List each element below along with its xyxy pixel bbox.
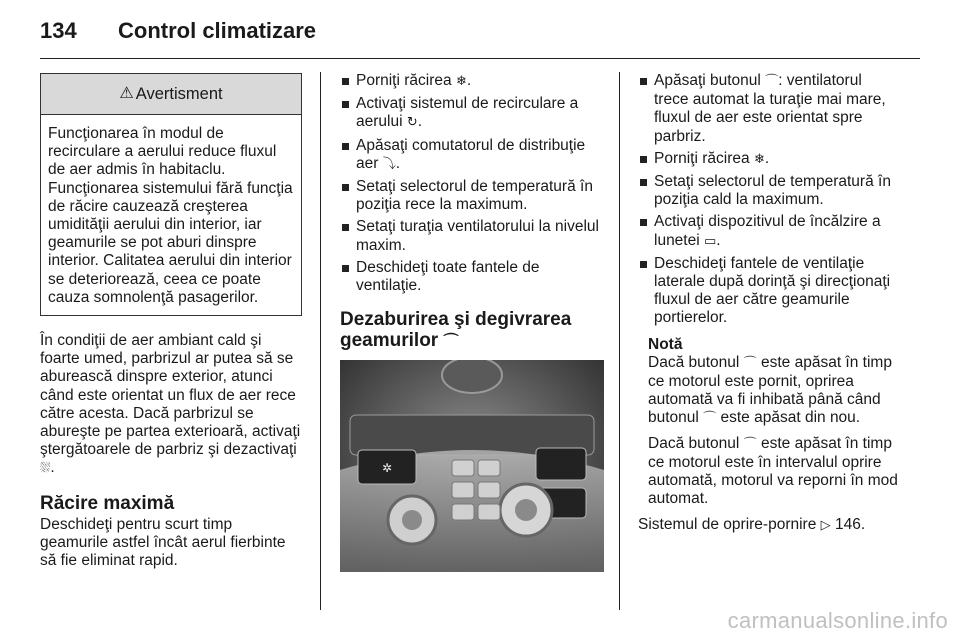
windscreen-defrost-icon: ⌒ xyxy=(743,436,757,452)
svg-text:✲: ✲ xyxy=(382,461,393,476)
section-heading-max-cooling: Răcire maximă xyxy=(40,492,175,514)
list-item: Deschideţi toate fantele de ventilaţie. xyxy=(340,259,602,295)
warning-header xyxy=(41,74,301,115)
max-cooling-intro: Deschideţi pentru scurt timp geamurile astfel încât aerul fierbinte să fie eliminat rapid. xyxy=(40,515,286,570)
panel-illustration xyxy=(340,360,604,572)
page-header xyxy=(40,14,920,54)
list-item: Setaţi turaţia ventilatorului la nivelul maxim. xyxy=(340,218,602,254)
list-item: Activaţi dispozitivul de încălzire a lunetei ▭. xyxy=(638,213,900,250)
air-distribution-icon: ⤵ xyxy=(382,156,396,172)
wiper-icon: ⛆ xyxy=(40,461,51,477)
column-middle xyxy=(340,72,602,572)
note-title: Notă xyxy=(648,335,683,353)
list-item: Porniţi răcirea ❄. xyxy=(340,72,602,91)
note-paragraph: Dacă butonul ⌒ este apăsat în timp ce motorul este pornit, oprirea automată va fi inhibată până când butonul ⌒ este apăsat din nou. xyxy=(648,353,892,427)
column-right xyxy=(638,72,900,536)
list-item: Deschideţi fantele de ventilaţie laterale după dorinţă şi direcţionaţi fluxul de aer către geamurile portierelor. xyxy=(638,255,900,328)
humidity-paragraph: În condiţii de aer ambiant cald şi foarte umed, parbrizul ar putea să se aburească dinspre exterior, atunci când este orientat un flux de aer rece către acesta. Dacă parbrizul se abureşte pe partea exterioară, activaţi ştergătoarele de parbriz şi dezactivaţi ⛆. xyxy=(40,332,301,477)
list-item: Setaţi selectorul de temperatură în poziţia rece la maximum. xyxy=(340,178,602,214)
warning-title: Avertisment xyxy=(135,84,223,103)
warning-text: Funcţionarea în modul de recirculare a aerului reduce fluxul de aer admis în habitaclu. Funcţionarea sistemului fără funcţia de răcire cauzează creşterea umidităţii aerului din interior, iar geamurile se pot aburi dinspre interior. Calitatea aerului din interior se deteriorează, ceea ce poate cauza somnolenţă pasagerilor. xyxy=(48,125,293,306)
column-divider xyxy=(619,72,620,610)
page-title: Control climatizare xyxy=(118,18,317,43)
section-heading-defrost: Dezaburirea şi degivrarea geamurilor ⌒ xyxy=(340,309,572,352)
cross-reference[interactable]: Sistemul de oprire-pornire ▷ 146. xyxy=(638,516,866,534)
page-number: 134 xyxy=(40,18,77,43)
list-item: Apăsaţi comutatorul de distribuţie aer ⤵. xyxy=(340,137,602,174)
watermark: carmanualsonline.info xyxy=(727,608,948,633)
windscreen-defrost-icon: ⌒ xyxy=(443,332,459,351)
snowflake-icon: ❄ xyxy=(753,151,765,167)
column-left xyxy=(40,72,302,570)
warning-triangle-icon: ⚠ xyxy=(119,84,134,102)
warning-box xyxy=(40,73,302,316)
list-item: Porniţi răcirea ❄. xyxy=(638,150,900,169)
list-item: Apăsaţi butonul ⌒: ventilatorul trece automat la turaţie mai mare, fluxul de aer este orientat spre parbriz. xyxy=(638,72,900,146)
climate-control-panel-photo xyxy=(340,360,604,572)
windscreen-defrost-icon: ⌒ xyxy=(743,355,757,371)
windscreen-defrost-icon: ⌒ xyxy=(703,411,717,427)
arrow-right-icon: ▷ xyxy=(820,518,831,534)
note-paragraph: Dacă butonul ⌒ este apăsat în timp ce motorul este în intervalul oprire automată, motorul va reporni în mod automat. xyxy=(648,434,898,508)
snowflake-icon: ❄ xyxy=(455,74,467,89)
rear-window-heat-icon: ▭ xyxy=(704,233,717,249)
defrost-steps xyxy=(638,72,900,328)
max-cooling-steps xyxy=(340,72,602,295)
list-item: Activaţi sistemul de recirculare a aerului ↻. xyxy=(340,95,602,132)
header-divider xyxy=(40,58,920,59)
column-divider xyxy=(320,72,321,610)
recirculation-icon: ↻ xyxy=(406,115,418,131)
list-item: Setaţi selectorul de temperatură în poziţia cald la maximum. xyxy=(638,173,900,209)
windscreen-defrost-icon: ⌒ xyxy=(765,74,779,89)
